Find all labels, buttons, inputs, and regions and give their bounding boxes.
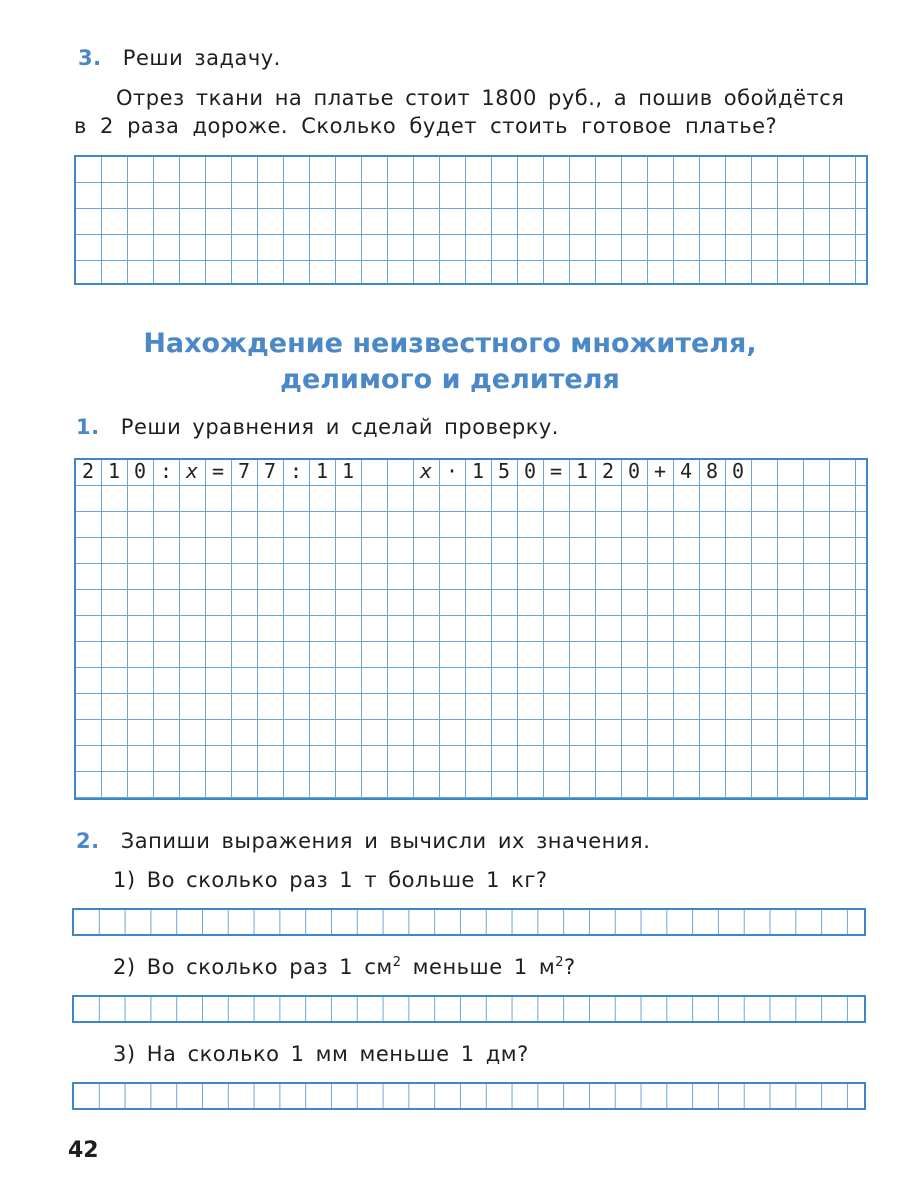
q2-text: 2) Во сколько раз 1 см [113,955,393,979]
eq1-cell: 1 [107,459,121,483]
task3-line2: в 2 раза дороже. Сколько будет стоить готовое платье? [74,114,778,138]
task2-question1: 1) Во сколько раз 1 т больше 1 кг? [113,868,548,892]
task2-question3: 3) На сколько 1 мм меньше 1 дм? [113,1042,529,1066]
eq2-cell: 2 [601,459,615,483]
q2-end: ? [564,955,576,979]
eq1-cell: = [211,459,225,483]
task1-number: 1. [76,415,100,439]
task1-header [76,415,559,439]
eq1-cell: x [185,459,199,483]
eq1-cell: : [289,459,303,483]
task3-line1: Отрез ткани на платье стоит 1800 руб., а пошив обойдётся [116,86,845,110]
q2-mid: меньше 1 м [401,955,556,979]
eq2-cell: 0 [523,459,537,483]
eq2-cell: 8 [705,459,719,483]
eq2-cell: 1 [471,459,485,483]
eq1-cell: 1 [315,459,329,483]
task2-answer-strip-2[interactable] [72,995,866,1023]
task2-answer-strip-3[interactable] [72,1082,866,1110]
task3-header [78,46,281,70]
task1-title: Реши уравнения и сделай проверку. [120,415,559,439]
eq2-cell: = [549,459,563,483]
eq2-cell: + [653,459,667,483]
eq1-cell: 1 [341,459,355,483]
q2-sup: 2 [392,955,402,970]
eq1-cell: 2 [81,459,95,483]
section-title-line2: делимого и делителя [280,364,620,395]
eq2-cell: 0 [627,459,641,483]
eq2-cell: 1 [575,459,589,483]
q2-sup: 2 [555,955,565,970]
task3-number: 3. [78,46,102,70]
eq2-cell: 5 [497,459,511,483]
eq2-cell: x [419,459,433,483]
eq1-cell: 7 [237,459,251,483]
task2-title: Запиши выражения и вычисли их значения. [120,829,651,853]
task2-question2 [113,955,576,979]
eq2-cell: 0 [731,459,745,483]
eq1-cell: : [159,459,173,483]
section-title-line1: Нахождение неизвестного множителя, [143,328,757,359]
page-number: 42 [68,1138,99,1163]
eq1-cell: 7 [263,459,277,483]
task2-header [76,829,650,853]
eq2-cell: · [445,459,459,483]
task1-answer-grid[interactable] [74,458,868,800]
task2-number: 2. [76,829,100,853]
eq1-cell: 0 [133,459,147,483]
task3-answer-grid[interactable] [74,155,868,285]
task2-answer-strip-1[interactable] [72,908,866,936]
eq2-cell: 4 [679,459,693,483]
task3-title: Реши задачу. [122,46,281,70]
